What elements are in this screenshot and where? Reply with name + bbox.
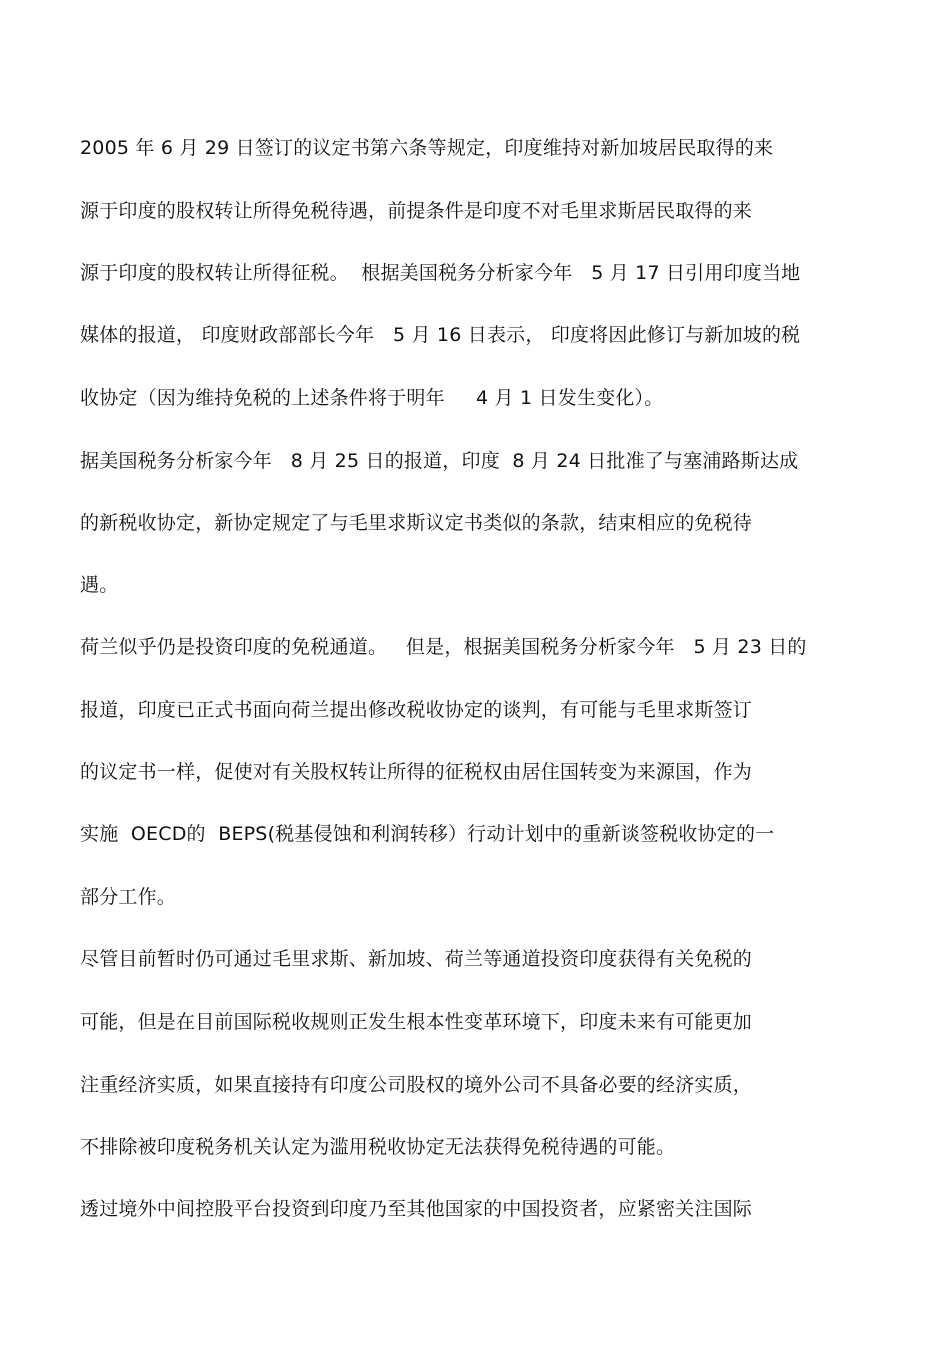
text-line: 实施 OECD的 BEPS(税基侵蚀和利润转移）行动计划中的重新谈签税收协定的一 — [80, 823, 775, 845]
text-line: 部分工作。 — [80, 886, 177, 908]
text-line: 媒体的报道， 印度财政部部长今年 5 月 16 日表示， 印度将因此修订与新加坡的税 — [80, 324, 801, 346]
text-line: 据美国税务分析家今年 8 月 25 日的报道，印度 8 月 24 日批准了与塞浦路斯达成 — [80, 450, 799, 472]
text-line: 2005 年 6 月 29 日签订的议定书第六条等规定，印度维持对新加坡居民取得的来 — [80, 137, 774, 159]
text-line: 报道，印度已正式书面向荷兰提出修改税收协定的谈判，有可能与毛里求斯签订 — [80, 699, 753, 721]
text-line: 注重经济实质，如果直接持有印度公司股权的境外公司不具备必要的经济实质， — [80, 1074, 753, 1096]
text-line: 的议定书一样，促使对有关股权转让所得的征税权由居住国转变为来源国，作为 — [80, 761, 753, 783]
text-line: 可能，但是在目前国际税收规则正发生根本性变革环境下，印度未来有可能更加 — [80, 1011, 753, 1033]
text-line: 的新税收协定，新协定规定了与毛里求斯议定书类似的条款，结束相应的免税待 — [80, 512, 753, 534]
text-line: 不排除被印度税务机关认定为滥用税收协定无法获得免税待遇的可能。 — [80, 1136, 676, 1158]
text-line: 遇。 — [80, 574, 119, 596]
text-line: 源于印度的股权转让所得征税。 根据美国税务分析家今年 5 月 17 日引用印度当地 — [80, 262, 801, 284]
text-line: 尽管目前暂时仍可通过毛里求斯、新加坡、荷兰等通道投资印度获得有关免税的 — [80, 948, 753, 970]
text-line: 源于印度的股权转让所得免税待遇，前提条件是印度不对毛里求斯居民取得的来 — [80, 200, 753, 222]
text-line: 透过境外中间控股平台投资到印度乃至其他国家的中国投资者，应紧密关注国际 — [80, 1198, 753, 1220]
text-line: 收协定（因为维持免税的上述条件将于明年 4 月 1 日发生变化）。 — [80, 387, 664, 409]
text-line: 荷兰似乎仍是投资印度的免税通道。 但是，根据美国税务分析家今年 5 月 23 日的 — [80, 636, 807, 658]
